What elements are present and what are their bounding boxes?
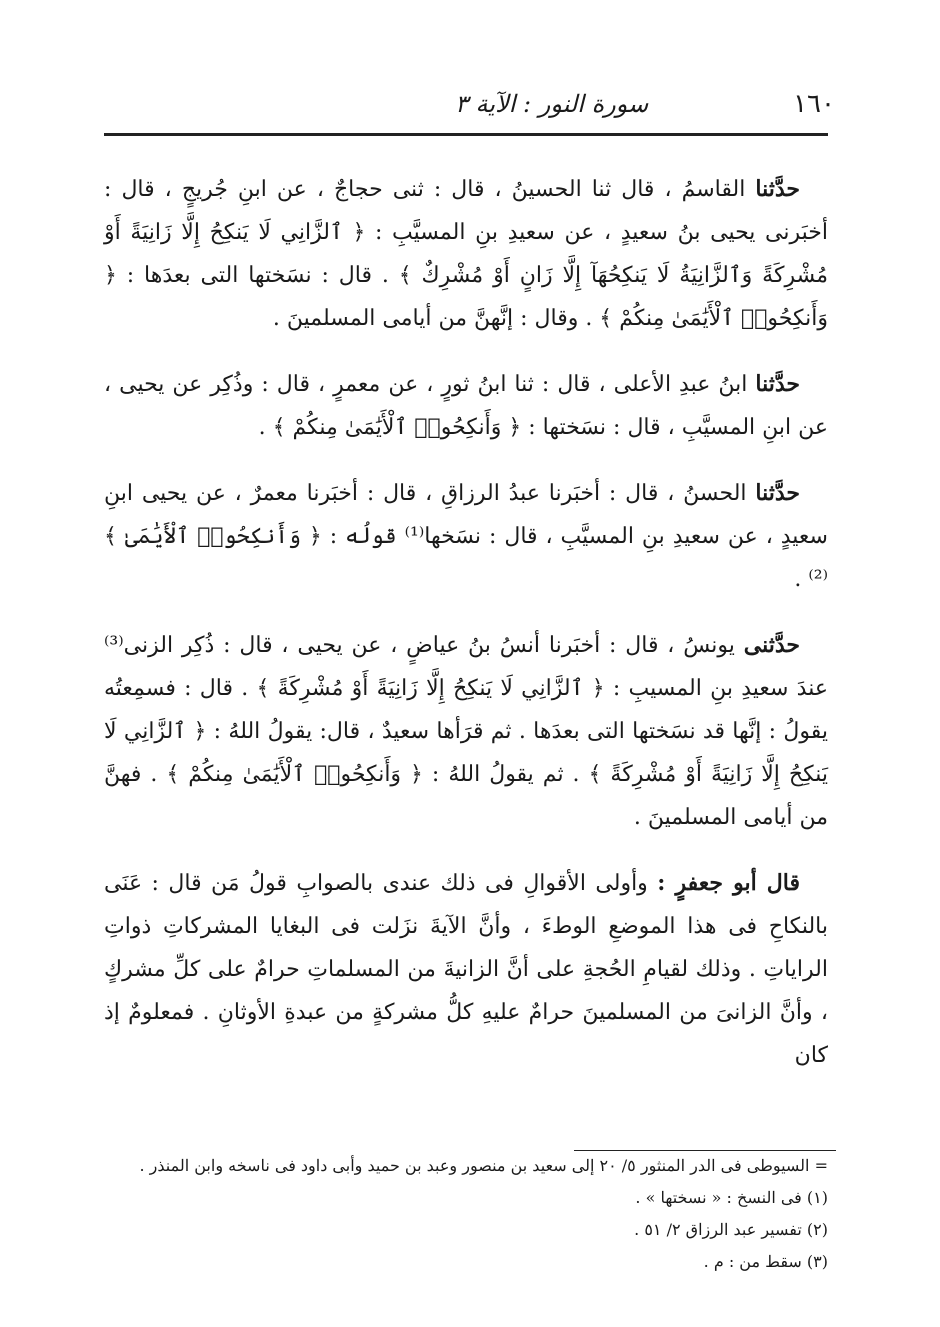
paragraph-lead: حدَّثنا bbox=[755, 176, 801, 202]
paragraph-lead: حدَّثنا bbox=[755, 480, 801, 506]
paragraph-lead: قال أبو جعفرٍ : bbox=[657, 870, 800, 896]
paragraph bbox=[104, 862, 828, 1077]
paragraph bbox=[104, 168, 828, 340]
paragraph-text: ابنُ عبدِ الأعلى ، قال : ثنا ابنُ ثورٍ ، عن معمرٍ ، قال : وذُكِر عن يحيى ، عن ابنِ المسيَّبِ ، قال : نسَختها : ﴿ وَأَنكِحُوا۟ ٱلْأَيَٰمَىٰ مِنكُمْ ﴾ . bbox=[104, 372, 828, 440]
running-title: سورة النور : الآية ٣ bbox=[455, 90, 649, 118]
footnote: (١) فى النسخ : « نسختها » . bbox=[635, 1188, 828, 1207]
footnote: (٢) تفسير عبد الرزاق ٢/ ٥١ . bbox=[634, 1220, 828, 1239]
paragraph-text: الحسنُ ، قال : أخبَرنا عبدُ الرزاقِ ، قال : أخبَرنا معمرٌ ، عن يحيى ابنِ سعيدٍ ، عن سعيدِ بنِ المسيَّبِ ، قال : نسَخها⁽¹⁾ قولُه : ﴿ وَأَنكِحُوا۟ ٱلْأَيَٰمَىٰ ﴾⁽²⁾ . bbox=[104, 481, 828, 592]
footnotes bbox=[104, 1150, 828, 1278]
header-rule bbox=[104, 133, 828, 136]
paragraph bbox=[104, 363, 828, 449]
paragraph-lead: حدَّثنى bbox=[743, 632, 800, 658]
paragraph bbox=[104, 624, 828, 839]
paragraph-text: القاسمُ ، قال ثنا الحسينُ ، قال : ثنى حجاجٌ ، عن ابنِ جُريجٍ ، قال : أخبَرنى يحيى بنُ سعيدٍ ، عن سعيدِ بنِ المسيَّبِ : ﴿ ٱلزَّانِي لَا يَنكِحُ إِلَّا زَانِيَةً أَوْ مُشْرِكَةً وَٱلزَّانِيَةُ لَا يَنكِحُهَآ إِلَّا زَانٍ أَوْ مُشْرِكٌ ﴾ . قال : نسَختها التى بعدَها : ﴿ وَأَنكِحُوا۟ ٱلْأَيَٰمَىٰ مِنكُمْ ﴾ . وقال : إنَّهنَّ من أيامى المسلمينَ . bbox=[104, 177, 828, 331]
paragraph-lead: حدَّثنا bbox=[755, 371, 801, 397]
footnote: = السيوطى فى الدر المنثور ٥/ ٢٠ إلى سعيد بن منصور وعبد بن حميد وأبى داود فى ناسخه وابن المنذر . bbox=[139, 1156, 828, 1175]
page-header bbox=[95, 84, 835, 124]
page-number: ١٦٠ bbox=[793, 89, 835, 119]
paragraph-text: يونسُ ، قال : أخبَرنا أنسُ بنُ عياضٍ ، عن يحيى ، قال : ذُكِر الزنى⁽³⁾ عندَ سعيدِ بنِ المسيبِ : ﴿ ٱلزَّانِي لَا يَنكِحُ إِلَّا زَانِيَةً أَوْ مُشْرِكَةً ﴾ . قال : فسمِعتُه يقولُ : إنَّها قد نسَختها التى بعدَها . ثم قرَأها سعيدٌ ، قال: يقولُ اللهُ : ﴿ ٱلزَّانِي لَا يَنكِحُ إِلَّا زَانِيَةً أَوْ مُشْرِكَةً ﴾ . ثم يقولُ اللهُ : ﴿ وَأَنكِحُوا۟ ٱلْأَيَٰمَىٰ مِنكُمْ ﴾ . فهنَّ من أيامى المسلمينَ . bbox=[104, 633, 828, 830]
footnote: (٣) سقط من : م . bbox=[703, 1252, 828, 1271]
paragraph-text: وأولى الأقوالِ فى ذلك عندى بالصوابِ قولُ مَن قال : عَنَى بالنكاحِ فى هذا الموضعِ الوطءَ ، وأنَّ الآيةَ نزَلت فى البغايا المشركاتِ ذواتِ الراياتِ . وذلك لقيامِ الحُجةِ على أنَّ الزانيةَ من المسلماتِ حرامٌ على كلِّ مشركٍ ، وأنَّ الزانىَ من المسلمينَ حرامٌ عليهِ كلُّ مشركةٍ من عبدةِ الأوثانِ . فمعلومٌ إذ كان bbox=[104, 871, 828, 1068]
paragraph bbox=[104, 472, 828, 601]
main-text bbox=[104, 168, 828, 1100]
